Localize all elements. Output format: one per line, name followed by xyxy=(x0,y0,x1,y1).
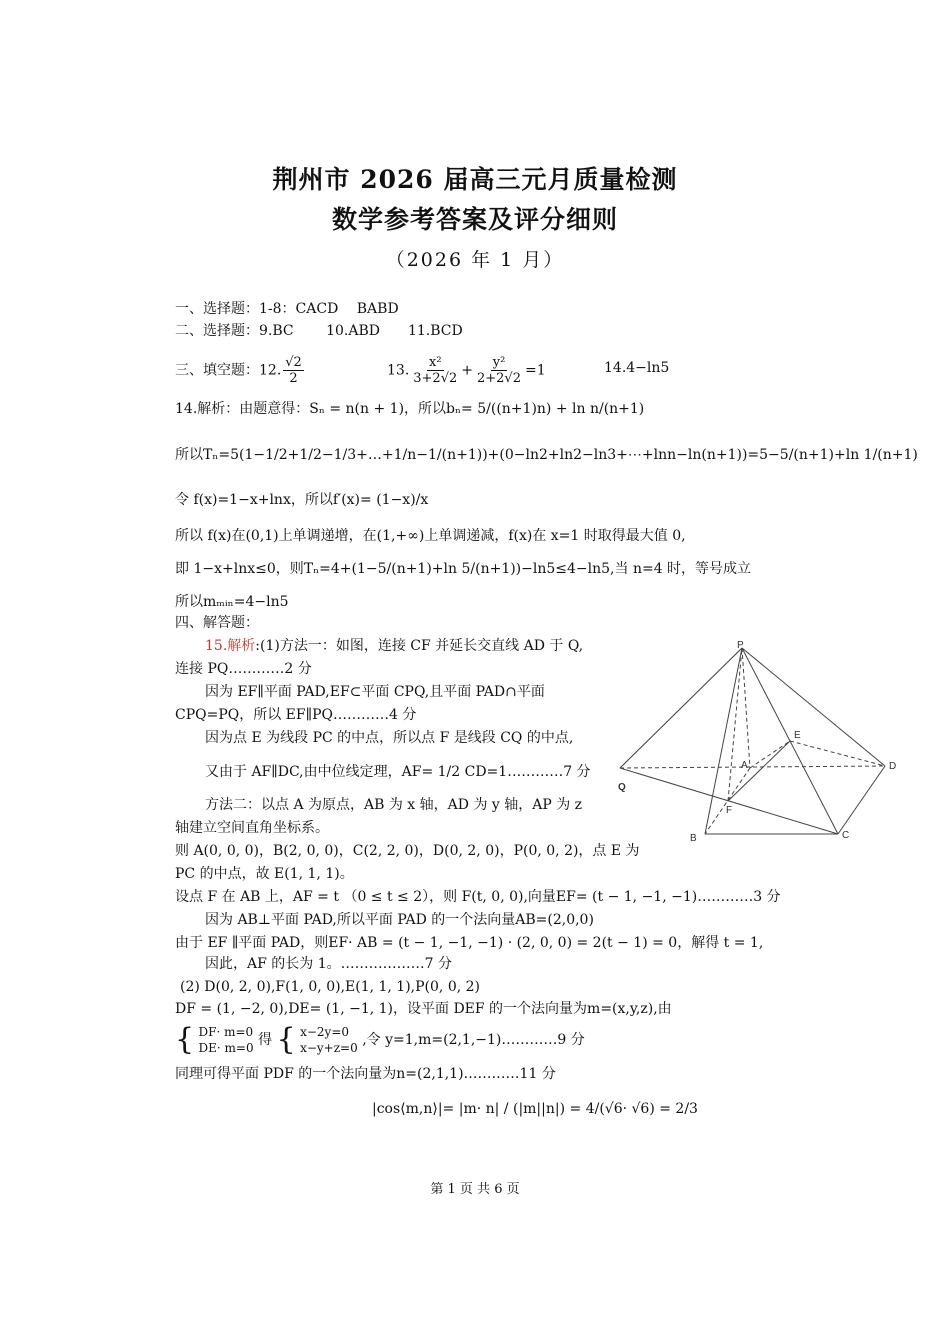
edge-PF-dashed xyxy=(728,648,742,801)
q15-line-b7: 由于 EF ∥平面 PAD，则EF· AB = (t − 1, −1, −1) · (2, 0, 0) = 2(t − 1) = 0，解得 t = 1, xyxy=(175,935,764,951)
label-A: A xyxy=(741,760,748,771)
system-eq-1: DF· m=0 xyxy=(198,1025,254,1039)
answer-13: 13. $\frac{\text{x²}}{3+2√2}$ + $\frac{\text{y²}}{2+2√2}$ =1 xyxy=(387,355,546,386)
system-result: ,令 y=1,m=(2,1,−1)…………9 分 xyxy=(362,1032,585,1048)
label-D: D xyxy=(889,761,897,772)
q14-line-3: 令 f(x)=1−x+lnx，所以f′(x)= (1−x)/x xyxy=(175,492,429,508)
page-footer: 第 1 页 共 6 页 xyxy=(430,1182,520,1197)
q15-line-a3: 因为 EF∥平面 PAD,EF⊂平面 CPQ,且平面 PAD∩平面 xyxy=(205,684,545,700)
fill-blank-label: 三、填空题：12. xyxy=(175,362,282,379)
q15-system: { DF· m=0 DE· m=0 得 { x−2y=0 x−y+z=0 ,令 y=1,m=(2,1,−1)…………9 分 xyxy=(175,1022,585,1057)
q14-line-5: 即 1−x+lnx≤0，则Tₙ=4+(1−5/(n+1)+ln 5/(n+1))−ln5≤4−ln5,当 n=4 时，等号成立 xyxy=(175,561,752,577)
label-Q: Q xyxy=(618,782,626,793)
edge-PB xyxy=(705,648,742,834)
label-C: C xyxy=(842,830,850,841)
answer-section-1: 一、选择题：1-8：CACD BABD xyxy=(175,301,399,317)
page-title: 荆州市 2026 届高三元月质量检测 xyxy=(272,165,678,194)
q15-line-c4: 同理可得平面 PDF 的一个法向量为n=(2,1,1)…………11 分 xyxy=(175,1066,556,1082)
page-subtitle: 数学参考答案及评分细则 xyxy=(331,205,618,234)
edge-PD xyxy=(742,648,885,766)
answer-section-3: 三、填空题：12. $\frac{√2}{2}$ xyxy=(175,355,302,386)
q15-line-b8: 因此，AF 的长为 1。………………7 分 xyxy=(205,956,452,972)
answer-14: 14.4−ln5 xyxy=(604,360,670,376)
q15-line-b6: 因为 AB⊥平面 PAD,所以平面 PAD 的一个法向量AB=(2,0,0) xyxy=(205,912,594,928)
q15-line-b4: PC 的中点，故 E(1, 1, 1)。 xyxy=(175,866,354,882)
system-eq-2: DE· m=0 xyxy=(198,1041,254,1055)
section-4-heading: 四、解答题： xyxy=(175,615,259,631)
q15-line-c1: (2) D(0, 2, 0),F(1, 0, 0),E(1, 1, 1),P(0, 0, 2) xyxy=(180,979,480,995)
edge-FE xyxy=(728,741,790,801)
q15-line-a6: 又由于 AF∥DC,由中位线定理，AF= 1/2 CD=1…………7 分 xyxy=(205,764,591,780)
date-line: （2026 年 1 月） xyxy=(385,249,565,271)
edge-PA-dashed xyxy=(742,648,750,768)
edge-CD xyxy=(838,766,885,834)
q15-tag: 15.解析 xyxy=(205,638,256,654)
q15-line-a1 xyxy=(205,637,583,655)
q14-line-4: 所以 f(x)在(0,1)上单调递增，在(1,+∞)上单调递减，f(x)在 x=1 时取得最大值 0, xyxy=(175,528,686,544)
label-B: B xyxy=(690,833,697,844)
system-eq-4: x−y+z=0 xyxy=(300,1041,358,1055)
q15-line-a5: 因为点 E 为线段 PC 的中点，所以点 F 是线段 CQ 的中点, xyxy=(205,730,574,746)
q15-line-c2: DF = (1, −2, 0),DE= (1, −1, 1)，设平面 DEF 的一个法向量为m=(x,y,z),由 xyxy=(175,1001,672,1017)
edge-AE-dashed xyxy=(750,741,790,768)
q15-line-a4: CPQ=PQ，所以 EF∥PQ…………4 分 xyxy=(175,707,417,723)
q14-line-1: 14.解析：由题意得：Sₙ = n(n + 1)，所以bₙ= 5/((n+1)n) + ln n/(n+1) xyxy=(175,401,645,417)
label-E: E xyxy=(794,730,801,741)
q15-line-c5: |cos⟨m,n⟩|= |m· n| / (|m||n|) = 4/(√6· √6) = 2/3 xyxy=(372,1101,698,1117)
q15-method1: :(1)方法一：如图，连接 CF 并延长交直线 AD 于 Q, xyxy=(255,638,584,654)
label-F: F xyxy=(726,805,733,816)
system-eq-3: x−2y=0 xyxy=(300,1025,350,1039)
pyramid-figure xyxy=(610,638,910,848)
q15-line-b3: 则 A(0, 0, 0)，B(2, 0, 0)，C(2, 2, 0)，D(0, 2, 0)，P(0, 0, 2)，点 E 为 xyxy=(175,843,640,859)
q15-line-a2: 连接 PQ…………2 分 xyxy=(175,661,312,677)
q15-line-b1: 方法二：以点 A 为原点，AB 为 x 轴，AD 为 y 轴，AP 为 z xyxy=(205,797,583,813)
edge-PQ xyxy=(620,648,742,768)
q15-line-b5: 设点 F 在 AB 上，AF = t （0 ≤ t ≤ 2），则 F(t, 0, 0),向量EF= (t − 1, −1, −1)…………3 分 xyxy=(175,889,781,905)
answer-section-2: 二、选择题：9.BC 10.ABD 11.BCD xyxy=(175,323,463,339)
label-P: P xyxy=(737,640,744,651)
answer-13-label: 13. xyxy=(387,362,410,379)
q14-line-6: 所以mₘᵢₙ=4−ln5 xyxy=(175,594,289,610)
q14-line-2: 所以Tₙ=5(1−1/2+1/2−1/3+…+1/n−1/(n+1))+(0−ln2+ln2−ln3+⋯+lnn−ln(n+1))=5−5/(n+1)+ln 1/(n+1) xyxy=(175,447,918,463)
edge-QC xyxy=(620,768,838,834)
edge-ED-dashed xyxy=(790,741,885,766)
q15-line-b2: 轴建立空间直角坐标系。 xyxy=(175,820,329,836)
system-de: 得 xyxy=(258,1032,273,1048)
